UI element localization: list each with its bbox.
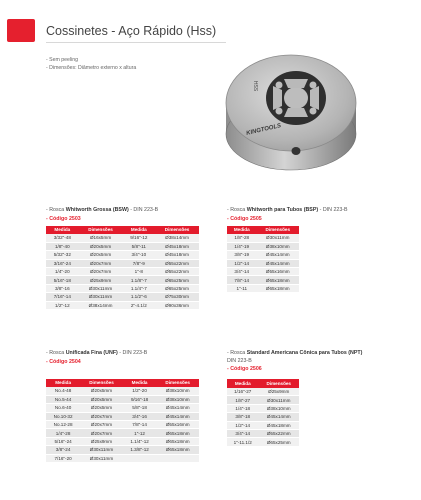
page-title: Cossinetes - Aço Rápido (Hss) bbox=[46, 24, 217, 38]
table-row bbox=[227, 388, 299, 396]
table-cell: Ø55x22mm bbox=[155, 268, 199, 276]
table-cell: Ø20x7mm bbox=[79, 268, 123, 276]
table-cell: 1/2"-14 bbox=[227, 421, 258, 429]
table-body bbox=[227, 234, 299, 293]
table-cell: No.4-48 bbox=[46, 387, 80, 395]
table-cell: 3/4"-14 bbox=[227, 429, 258, 437]
table-cell: 1/4"-19 bbox=[227, 242, 257, 250]
table-cell: Ø45x18mm bbox=[155, 251, 199, 259]
table-cell: 1/2"-12 bbox=[46, 301, 79, 309]
feature-item: - Dimensões: Diâmetro externo x altura bbox=[46, 65, 137, 71]
section-unf bbox=[46, 350, 199, 463]
table-cell: 1/2"-20 bbox=[123, 387, 157, 395]
table-cell: Ø20x7mm bbox=[79, 259, 123, 267]
table-cell: No.12-28 bbox=[46, 421, 80, 429]
table-cell: Ø65x25mm bbox=[258, 438, 299, 446]
brand-engraving: KINGTOOLS bbox=[245, 123, 282, 137]
section-label: - Rosca Whitworth para Tubos (BSP) - DIN 223-B bbox=[227, 207, 348, 213]
table-cell: Ø20x5mm bbox=[80, 404, 123, 412]
table-cell: 5/8"-18 bbox=[123, 404, 157, 412]
table-row bbox=[46, 412, 199, 420]
die-illustration bbox=[218, 48, 364, 172]
table-header-row bbox=[46, 226, 199, 235]
table-cell: Ø30x11mm bbox=[79, 284, 123, 292]
table-cell: 3/4"-14 bbox=[227, 268, 257, 276]
table-cell: Ø45x18mm bbox=[258, 421, 299, 429]
table-cell: Ø65x18mm bbox=[156, 437, 199, 445]
table-cell: 1/8"-28 bbox=[227, 234, 257, 242]
hss-marking: HSS bbox=[252, 80, 259, 92]
column-header: Dimensões bbox=[156, 379, 199, 388]
table-row bbox=[227, 413, 299, 421]
section-bsp bbox=[227, 207, 348, 293]
table-row bbox=[46, 268, 199, 276]
column-header: Dimensões bbox=[257, 226, 299, 235]
table-cell: 5/8"-11 bbox=[122, 242, 155, 250]
section-bsw bbox=[46, 207, 199, 310]
table-cell: 5/16"-24 bbox=[46, 437, 80, 445]
table-cell: 5/16"-18 bbox=[46, 276, 79, 284]
table-cell: 7/8"-9 bbox=[122, 259, 155, 267]
table-cell: 1/4"-20 bbox=[46, 268, 79, 276]
table-cell: Ø65x18mm bbox=[156, 429, 199, 437]
table-cell: Ø38x10mm bbox=[156, 387, 199, 395]
section-label: - Rosca Unificada Fina (UNF) - DIN 223-B bbox=[46, 350, 148, 356]
table-header-row bbox=[227, 226, 299, 235]
table-cell: Ø25x9mm bbox=[80, 437, 123, 445]
table-row bbox=[46, 242, 199, 250]
table-cell: Ø16x5mm bbox=[79, 234, 123, 242]
table-header-row bbox=[46, 379, 199, 388]
table-cell: Ø45x14mm bbox=[156, 404, 199, 412]
table-row bbox=[46, 421, 199, 429]
table-cell: 1.1/8"-7 bbox=[122, 276, 155, 284]
column-header: Dimensões bbox=[155, 226, 199, 235]
table-row bbox=[46, 284, 199, 292]
column-header: Medida bbox=[123, 379, 157, 388]
table-cell: Ø75x30mm bbox=[155, 293, 199, 301]
table-cell: 1.1/4"-7 bbox=[122, 284, 155, 292]
npt-table bbox=[227, 379, 299, 447]
table-cell: Ø20x5mm bbox=[80, 395, 123, 403]
table-cell: Ø38x10mm bbox=[258, 404, 299, 412]
table-body bbox=[46, 387, 199, 463]
feature-item: - Sem peeling bbox=[46, 57, 79, 63]
table-cell: 3/8"-16 bbox=[46, 284, 79, 292]
table-cell: Ø65x18mm bbox=[257, 284, 299, 292]
column-header: Dimensões bbox=[79, 226, 123, 235]
table-cell: Ø55x22mm bbox=[258, 429, 299, 437]
table-cell bbox=[156, 454, 199, 462]
table-cell: Ø20x5mm bbox=[80, 387, 123, 395]
column-header: Medida bbox=[46, 226, 79, 235]
table-row bbox=[46, 234, 199, 242]
table-cell: Ø38x14mm bbox=[79, 301, 123, 309]
table-row bbox=[227, 396, 299, 404]
unf-table bbox=[46, 379, 199, 464]
table-cell: 1/4"-18 bbox=[227, 404, 258, 412]
table-cell: Ø45x14mm bbox=[156, 412, 199, 420]
table-cell: Ø20x7mm bbox=[80, 429, 123, 437]
table-cell: No.6-40 bbox=[46, 404, 80, 412]
table-cell: 9/16"-18 bbox=[123, 395, 157, 403]
table-cell: Ø25x9mm bbox=[258, 388, 299, 396]
table-cell: Ø20x7mm bbox=[80, 412, 123, 420]
table-cell: Ø55x16mm bbox=[156, 421, 199, 429]
table-cell: 1/8"-40 bbox=[46, 242, 79, 250]
section-code: - Código 2503 bbox=[46, 215, 81, 222]
table-cell: 1.1/2"-6 bbox=[122, 293, 155, 301]
table-cell: 3/4"-16 bbox=[123, 412, 157, 420]
table-row bbox=[227, 404, 299, 412]
column-header: Medida bbox=[122, 226, 155, 235]
table-cell: 7/8"-14 bbox=[227, 276, 257, 284]
table-cell: Ø30x11mm bbox=[257, 234, 299, 242]
table-cell: Ø65x18mm bbox=[257, 276, 299, 284]
table-row bbox=[46, 293, 199, 301]
table-cell: 3/4"-10 bbox=[122, 251, 155, 259]
table-row bbox=[227, 251, 299, 259]
table-cell: Ø55x22mm bbox=[155, 259, 199, 267]
section-code: - Código 2504 bbox=[46, 358, 81, 365]
table-row bbox=[227, 429, 299, 437]
table-row bbox=[227, 234, 299, 242]
table-cell: 3/32"-48 bbox=[46, 234, 79, 242]
table-cell: Ø38x10mm bbox=[257, 242, 299, 250]
table-cell: Ø55x16mm bbox=[257, 268, 299, 276]
column-header: Medida bbox=[46, 379, 80, 388]
table-cell: Ø65x18mm bbox=[156, 446, 199, 454]
table-row bbox=[227, 276, 299, 284]
table-row bbox=[46, 437, 199, 445]
table-cell: 1/4"-28 bbox=[46, 429, 80, 437]
table-header-row bbox=[227, 379, 299, 388]
bsp-table bbox=[227, 226, 299, 294]
column-header: Medida bbox=[227, 379, 258, 388]
table-cell: 1"-12 bbox=[123, 429, 157, 437]
table-cell: Ø45x14mm bbox=[258, 413, 299, 421]
table-cell: Ø30x11mm bbox=[79, 293, 123, 301]
table-row bbox=[227, 268, 299, 276]
column-header: Dimensões bbox=[80, 379, 123, 388]
title-underline bbox=[46, 42, 226, 43]
table-row bbox=[46, 429, 199, 437]
table-row bbox=[46, 454, 199, 462]
table-cell: 7/16"-14 bbox=[46, 293, 79, 301]
table-cell: Ø38x14mm bbox=[155, 234, 199, 242]
table-cell: 3/16"-24 bbox=[46, 259, 79, 267]
table-cell: Ø30x11mm bbox=[258, 396, 299, 404]
section-label-line2: DIN 223-B bbox=[227, 357, 252, 364]
section-label: - Rosca Whitworth Grossa (BSW) - DIN 223-B bbox=[46, 207, 159, 213]
table-body bbox=[227, 388, 299, 447]
table-cell: Ø30x11mm bbox=[80, 446, 123, 454]
table-row bbox=[46, 251, 199, 259]
table-row bbox=[46, 259, 199, 267]
table-cell: Ø25x9mm bbox=[79, 276, 123, 284]
table-cell: 5/32"-32 bbox=[46, 251, 79, 259]
section-code: - Código 2506 bbox=[227, 366, 262, 372]
table-row bbox=[227, 242, 299, 250]
table-cell: Ø65x25mm bbox=[155, 276, 199, 284]
table-body bbox=[46, 234, 199, 310]
table-cell: No.10-32 bbox=[46, 412, 80, 420]
table-row bbox=[227, 284, 299, 292]
table-cell: 1/16"-27 bbox=[227, 388, 258, 396]
table-cell: Ø45x14mm bbox=[257, 251, 299, 259]
table-cell: Ø65x25mm bbox=[155, 284, 199, 292]
section-npt bbox=[227, 350, 362, 447]
table-cell: 3/8"-19 bbox=[227, 251, 257, 259]
table-cell: Ø45x18mm bbox=[155, 242, 199, 250]
table-row bbox=[227, 259, 299, 267]
table-cell: 1/8"-27 bbox=[227, 396, 258, 404]
bsw-table bbox=[46, 226, 199, 311]
table-row bbox=[227, 438, 299, 446]
table-row bbox=[46, 404, 199, 412]
column-header: Medida bbox=[227, 226, 257, 235]
table-cell: Ø38x10mm bbox=[156, 395, 199, 403]
table-cell: 7/16"-20 bbox=[46, 454, 80, 462]
table-cell: 1.1/4"-12 bbox=[123, 437, 157, 445]
table-cell: Ø20x5mm bbox=[79, 251, 123, 259]
table-cell: 1"-11.1/2 bbox=[227, 438, 258, 446]
section-code: - Código 2505 bbox=[227, 215, 262, 222]
table-cell: Ø20x5mm bbox=[79, 242, 123, 250]
table-cell: Ø20x7mm bbox=[80, 421, 123, 429]
table-row bbox=[46, 395, 199, 403]
table-cell: Ø90x36mm bbox=[155, 301, 199, 309]
column-header: Dimensões bbox=[258, 379, 299, 388]
header-accent-block bbox=[7, 19, 35, 42]
table-cell: Ø45x14mm bbox=[257, 259, 299, 267]
table-cell: 1.3/8"-12 bbox=[123, 446, 157, 454]
table-row bbox=[46, 301, 199, 309]
table-cell: 9/16"-12 bbox=[122, 234, 155, 242]
table-cell: 1/2"-14 bbox=[227, 259, 257, 267]
table-cell: 1"-8 bbox=[122, 268, 155, 276]
table-cell bbox=[123, 454, 157, 462]
table-cell: 1"-11 bbox=[227, 284, 257, 292]
section-label: - Rosca Standard Americana Cônica para Tubos (NPT) bbox=[227, 350, 363, 356]
table-row bbox=[227, 421, 299, 429]
table-row bbox=[46, 276, 199, 284]
table-cell: 7/8"-14 bbox=[123, 421, 157, 429]
table-row bbox=[46, 387, 199, 395]
table-cell: 2"-4.1/2 bbox=[122, 301, 155, 309]
table-cell: 3/8"-24 bbox=[46, 446, 80, 454]
feature-list bbox=[46, 56, 136, 72]
table-cell: Ø30x11mm bbox=[80, 454, 123, 462]
die-product-image bbox=[218, 48, 364, 172]
table-cell: No.5-44 bbox=[46, 395, 80, 403]
table-row bbox=[46, 446, 199, 454]
table-cell: 3/8"-18 bbox=[227, 413, 258, 421]
